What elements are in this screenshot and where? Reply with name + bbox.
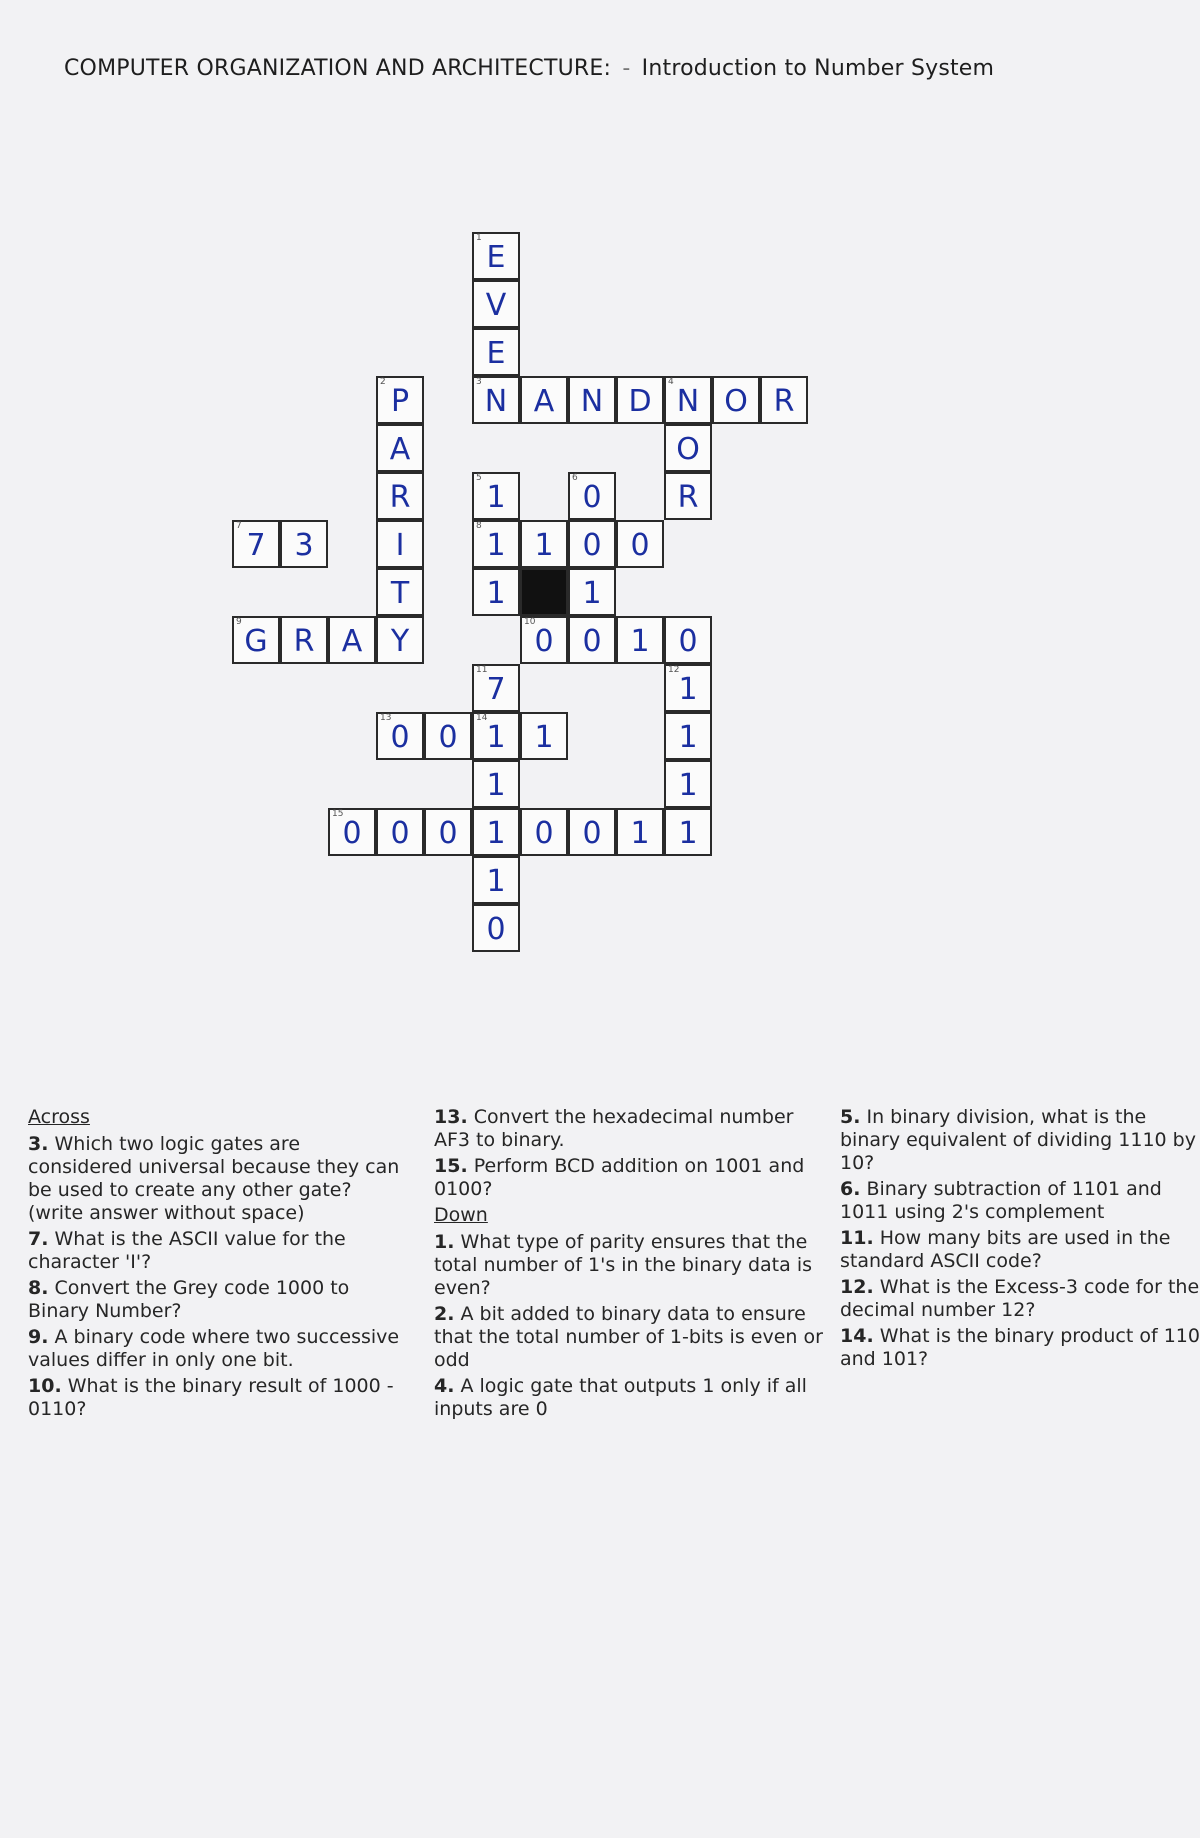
clues-column-1 — [28, 1106, 408, 1424]
crossword-cell[interactable] — [568, 376, 616, 424]
crossword-cell[interactable] — [376, 712, 424, 760]
crossword-cell[interactable] — [472, 472, 520, 520]
handwritten-answer: R — [773, 384, 795, 419]
crossword-cell[interactable] — [760, 376, 808, 424]
clue-number: 13 — [380, 713, 392, 723]
handwritten-answer: 0 — [582, 816, 602, 851]
crossword-cell[interactable] — [472, 520, 520, 568]
handwritten-answer: 1 — [486, 816, 506, 851]
clue-item — [28, 1133, 408, 1225]
crossword-cell[interactable] — [472, 712, 520, 760]
crossword-cell[interactable] — [520, 808, 568, 856]
crossword-cell[interactable] — [472, 328, 520, 376]
clue-item — [434, 1375, 829, 1421]
handwritten-answer: D — [628, 384, 652, 419]
crossword-cell[interactable] — [376, 472, 424, 520]
clue-number: 9 — [236, 617, 242, 627]
handwritten-answer: 0 — [630, 528, 650, 563]
crossword-cell[interactable] — [232, 616, 280, 664]
across-header: Across — [28, 1106, 90, 1128]
handwritten-answer: 1 — [486, 528, 506, 563]
crossword-cell[interactable] — [616, 808, 664, 856]
crossword-cell[interactable] — [424, 712, 472, 760]
clue-text: What type of parity ensures that the total number of 1's in the binary data is even? — [434, 1231, 812, 1299]
clue-text: Convert the hexadecimal number AF3 to binary. — [434, 1106, 794, 1151]
clue-item — [28, 1277, 408, 1323]
crossword-cell[interactable] — [664, 712, 712, 760]
crossword-cell[interactable] — [472, 664, 520, 712]
crossword-cell[interactable] — [520, 712, 568, 760]
handwritten-answer: 0 — [486, 912, 506, 947]
handwritten-answer: N — [484, 384, 508, 419]
clue-number: 2 — [380, 377, 386, 387]
crossword-cell[interactable] — [616, 520, 664, 568]
clue-text: Which two logic gates are considered universal because they can be used to create any other gate? (write answer without space) — [28, 1133, 400, 1224]
handwritten-answer: 1 — [630, 624, 650, 659]
clue-number-label: 6. — [840, 1178, 861, 1200]
handwritten-answer: 1 — [534, 528, 554, 563]
handwritten-answer: 0 — [534, 624, 554, 659]
handwritten-answer: 1 — [486, 768, 506, 803]
handwritten-answer: 0 — [582, 624, 602, 659]
clue-text: How many bits are used in the standard ASCII code? — [840, 1227, 1171, 1272]
clue-item — [840, 1178, 1200, 1224]
clue-number: 5 — [476, 473, 482, 483]
clue-number: 4 — [668, 377, 674, 387]
clues-column-3 — [840, 1106, 1200, 1374]
clues-column-2 — [434, 1106, 829, 1424]
clue-text: In binary division, what is the binary equivalent of dividing 1110 by 10? — [840, 1106, 1196, 1174]
crossword-cell[interactable] — [664, 376, 712, 424]
topic-subtitle: Introduction to Number System — [641, 56, 995, 81]
down-clue-list — [434, 1231, 829, 1421]
crossword-cell[interactable] — [520, 376, 568, 424]
handwritten-answer: N — [580, 384, 604, 419]
handwritten-answer: 0 — [390, 720, 410, 755]
clue-number-label: 8. — [28, 1277, 49, 1299]
handwritten-answer: 1 — [534, 720, 554, 755]
clue-text: Binary subtraction of 1101 and 1011 using 2's complement — [840, 1178, 1162, 1223]
handwritten-answer: R — [389, 480, 411, 515]
crossword-cell[interactable] — [568, 808, 616, 856]
handwritten-answer: 0 — [342, 816, 362, 851]
clue-text: Perform BCD addition on 1001 and 0100? — [434, 1155, 805, 1200]
handwritten-answer: 0 — [678, 624, 698, 659]
handwritten-answer: P — [390, 384, 410, 419]
crossword-cell[interactable] — [424, 808, 472, 856]
handwritten-answer: 0 — [390, 816, 410, 851]
handwritten-answer: G — [244, 624, 268, 659]
handwritten-answer: E — [486, 336, 506, 371]
handwritten-answer: 0 — [582, 480, 602, 515]
clue-number: 3 — [476, 377, 482, 387]
crossword-cell[interactable] — [376, 376, 424, 424]
handwritten-answer: A — [341, 624, 363, 659]
handwritten-answer: 3 — [294, 528, 314, 563]
clue-item — [840, 1325, 1200, 1371]
crossword-cell[interactable] — [520, 520, 568, 568]
clue-item — [434, 1155, 829, 1201]
clue-number: 10 — [524, 617, 536, 627]
clue-number-label: 3. — [28, 1133, 49, 1155]
handwritten-answer: 0 — [534, 816, 554, 851]
crossword-cell[interactable] — [664, 424, 712, 472]
clue-number: 11 — [476, 665, 488, 675]
crossword-cell[interactable] — [568, 472, 616, 520]
handwritten-answer: V — [485, 288, 507, 323]
clue-item — [28, 1375, 408, 1421]
crossword-cell[interactable] — [376, 616, 424, 664]
clue-text: A bit added to binary data to ensure that the total number of 1-bits is even or odd — [434, 1303, 823, 1371]
handwritten-answer: 1 — [486, 864, 506, 899]
crossword-cell[interactable] — [568, 568, 616, 616]
handwritten-answer: 1 — [678, 672, 698, 707]
handwritten-answer: 1 — [678, 720, 698, 755]
crossword-cell[interactable] — [232, 520, 280, 568]
crossword-cell[interactable] — [472, 808, 520, 856]
handwritten-answer: E — [486, 240, 506, 275]
crossword-cell[interactable] — [376, 424, 424, 472]
handwritten-answer: O — [724, 384, 748, 419]
clue-text: Convert the Grey code 1000 to Binary Number? — [28, 1277, 350, 1322]
clue-item — [840, 1106, 1200, 1175]
handwritten-answer: 1 — [582, 576, 602, 611]
handwritten-answer: 1 — [630, 816, 650, 851]
handwritten-answer: 0 — [438, 816, 458, 851]
crossword-cell[interactable] — [520, 616, 568, 664]
clue-number: 15 — [332, 809, 344, 819]
clue-item — [28, 1326, 408, 1372]
handwritten-answer: T — [390, 576, 410, 611]
course-title: COMPUTER ORGANIZATION AND ARCHITECTURE: — [64, 56, 612, 81]
clue-number-label: 9. — [28, 1326, 49, 1348]
clue-number-label: 11. — [840, 1227, 874, 1249]
clue-number: 1 — [476, 233, 482, 243]
handwritten-answer: 7 — [246, 528, 266, 563]
crossword-cell[interactable] — [664, 472, 712, 520]
crossword-cell[interactable] — [568, 520, 616, 568]
clue-text: What is the binary result of 1000 - 0110? — [28, 1375, 394, 1420]
clue-number-label: 10. — [28, 1375, 62, 1397]
crossword-cell[interactable] — [280, 520, 328, 568]
crossword-cell[interactable] — [280, 616, 328, 664]
clue-number: 8 — [476, 521, 482, 531]
handwritten-answer: R — [293, 624, 315, 659]
handwritten-answer: 1 — [678, 768, 698, 803]
crossword-cell[interactable] — [472, 904, 520, 952]
title-separator: - — [622, 56, 631, 81]
across-clue-list-continued — [434, 1106, 829, 1201]
handwritten-answer: Y — [390, 624, 410, 659]
crossword-cell[interactable] — [376, 568, 424, 616]
handwritten-answer: 1 — [486, 720, 506, 755]
handwritten-answer: 0 — [438, 720, 458, 755]
clue-item — [840, 1276, 1200, 1322]
clue-item — [434, 1303, 829, 1372]
crossword-cell[interactable] — [472, 232, 520, 280]
clue-number-label: 13. — [434, 1106, 468, 1128]
down-clue-list-continued — [840, 1106, 1200, 1371]
clue-number: 14 — [476, 713, 488, 723]
clue-item — [434, 1106, 829, 1152]
handwritten-answer: 1 — [486, 480, 506, 515]
crossword-cell[interactable] — [472, 376, 520, 424]
crossword-cell[interactable] — [328, 616, 376, 664]
handwritten-answer: A — [533, 384, 555, 419]
clue-text: What is the binary product of 110 and 101? — [840, 1325, 1200, 1370]
clue-number-label: 5. — [840, 1106, 861, 1128]
clue-item — [28, 1228, 408, 1274]
clue-item — [840, 1227, 1200, 1273]
clue-number: 7 — [236, 521, 242, 531]
clue-text: What is the ASCII value for the character 'I'? — [28, 1228, 346, 1273]
crossword-cell[interactable] — [376, 520, 424, 568]
crossword-cell[interactable] — [376, 808, 424, 856]
clue-text: A logic gate that outputs 1 only if all inputs are 0 — [434, 1375, 807, 1420]
crossword-cell[interactable] — [664, 808, 712, 856]
clue-number: 6 — [572, 473, 578, 483]
clue-number-label: 4. — [434, 1375, 455, 1397]
clue-number-label: 15. — [434, 1155, 468, 1177]
down-header: Down — [434, 1204, 488, 1226]
handwritten-answer: R — [677, 480, 699, 515]
handwritten-answer: A — [389, 432, 411, 467]
crossword-cell[interactable] — [328, 808, 376, 856]
crossword-cell[interactable] — [472, 568, 520, 616]
handwritten-answer: 1 — [678, 816, 698, 851]
clue-text: A binary code where two successive values differ in only one bit. — [28, 1326, 400, 1371]
handwritten-answer: 1 — [486, 576, 506, 611]
clue-number-label: 7. — [28, 1228, 49, 1250]
handwritten-answer: N — [676, 384, 700, 419]
clue-number-label: 2. — [434, 1303, 455, 1325]
clue-number-label: 12. — [840, 1276, 874, 1298]
handwritten-answer: I — [395, 528, 405, 563]
across-clue-list — [28, 1133, 408, 1421]
crossword-cell[interactable] — [472, 856, 520, 904]
handwritten-answer: 0 — [582, 528, 602, 563]
crossword-black-cell — [520, 568, 568, 616]
crossword-cell[interactable] — [472, 760, 520, 808]
handwritten-answer: O — [676, 432, 700, 467]
crossword-cell[interactable] — [664, 760, 712, 808]
crossword-cell[interactable] — [664, 664, 712, 712]
clue-number: 12 — [668, 665, 680, 675]
crossword-cell[interactable] — [616, 616, 664, 664]
crossword-cell[interactable] — [664, 616, 712, 664]
clue-number-label: 14. — [840, 1325, 874, 1347]
crossword-cell[interactable] — [616, 376, 664, 424]
crossword-cell[interactable] — [472, 280, 520, 328]
crossword-cell[interactable] — [712, 376, 760, 424]
crossword-cell[interactable] — [568, 616, 616, 664]
clue-item — [434, 1231, 829, 1300]
clue-text: What is the Excess-3 code for the decimal number 12? — [840, 1276, 1200, 1321]
clue-number-label: 1. — [434, 1231, 455, 1253]
handwritten-answer: 7 — [486, 672, 506, 707]
